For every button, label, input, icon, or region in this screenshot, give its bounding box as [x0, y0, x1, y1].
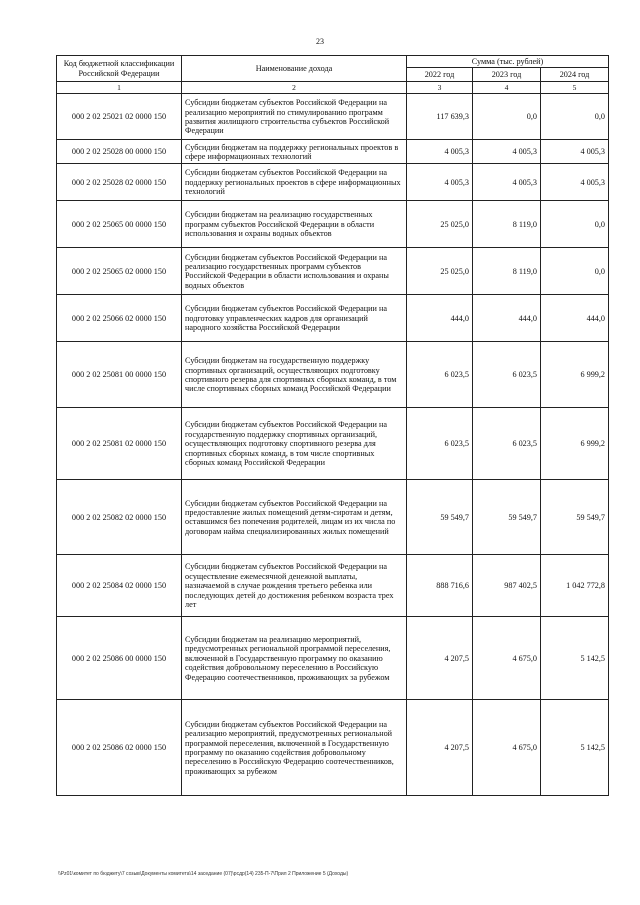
table-row: [57, 94, 609, 140]
amount-2023: 4 005,3: [473, 164, 541, 201]
budget-code: 000 2 02 25081 00 0000 150: [57, 342, 182, 408]
amount-2023: 8 119,0: [473, 201, 541, 248]
amount-2023: 0,0: [473, 94, 541, 140]
amount-2023: 987 402,5: [473, 555, 541, 617]
header-year-2024: 2024 год: [541, 68, 609, 82]
revenue-name: Субсидии бюджетам субъектов Российской Федерации на реализацию мероприятий по стимулированию программ развития жилищного строительства субъектов Российской Федерации: [182, 94, 407, 140]
amount-2024: 4 005,3: [541, 164, 609, 201]
revenue-name: Субсидии бюджетам субъектов Российской Федерации на подготовку управленческих кадров для организаций народного хозяйства Российской Федерации: [182, 295, 407, 342]
header-year-2022: 2022 год: [407, 68, 473, 82]
header-year-2023: 2023 год: [473, 68, 541, 82]
revenue-name: Субсидии бюджетам субъектов Российской Федерации на реализацию мероприятий, предусмотренных региональной программой переселения, включенной в Государственную программу по оказанию содействия добровольному переселению в Российскую Федерацию соотечественников, проживающих за рубежом: [182, 700, 407, 796]
page-number: 23: [316, 37, 324, 46]
amount-2022: 6 023,5: [407, 342, 473, 408]
amount-2023: 444,0: [473, 295, 541, 342]
amount-2022: 4 207,5: [407, 700, 473, 796]
amount-2023: 4 675,0: [473, 700, 541, 796]
amount-2022: 117 639,3: [407, 94, 473, 140]
amount-2024: 59 549,7: [541, 480, 609, 555]
table-row: [57, 248, 609, 295]
budget-code: 000 2 02 25028 00 0000 150: [57, 140, 182, 164]
table-row: [57, 164, 609, 201]
document-footer-path: \\Pz01\комитет по бюджету\7 созыв\Документы комитета\14 заседание (07)\рсдр(14) 235-П-7\Прил 2 Приложение 5 (Доходы): [58, 871, 349, 877]
budget-code: 000 2 02 25021 02 0000 150: [57, 94, 182, 140]
amount-2023: 8 119,0: [473, 248, 541, 295]
revenue-name: Субсидии бюджетам субъектов Российской Федерации на государственную поддержку спортивных организаций, осуществляющих подготовку спортивного резерва для спортивных сборных команд, в том числе спортивных сборных команд Российской Федерации: [182, 408, 407, 480]
column-index: 4: [473, 82, 541, 94]
budget-code: 000 2 02 25084 02 0000 150: [57, 555, 182, 617]
revenue-name: Субсидии бюджетам на государственную поддержку спортивных организаций, осуществляющих подготовку спортивного резерва для спортивных сборных команд, в том числе спортивных сборных команд Российской Федерации: [182, 342, 407, 408]
table-row: [57, 700, 609, 796]
header-sum: Сумма (тыс. рублей): [407, 56, 609, 68]
budget-code: 000 2 02 25028 02 0000 150: [57, 164, 182, 201]
amount-2024: 5 142,5: [541, 700, 609, 796]
revenue-table: [56, 55, 609, 796]
header-code: Код бюджетной классификации Российской Федерации: [57, 56, 182, 82]
revenue-name: Субсидии бюджетам субъектов Российской Федерации на реализацию государственных программ субъектов Российской Федерации в области использования и охраны водных объектов: [182, 248, 407, 295]
budget-code: 000 2 02 25082 02 0000 150: [57, 480, 182, 555]
column-index: 3: [407, 82, 473, 94]
amount-2024: 5 142,5: [541, 617, 609, 700]
revenue-name: Субсидии бюджетам субъектов Российской Федерации на осуществление ежемесячной денежной выплаты, назначаемой в случае рождения третьего ребенка или последующих детей до достижения ребенком возраста трех лет: [182, 555, 407, 617]
amount-2022: 6 023,5: [407, 408, 473, 480]
column-index: 2: [182, 82, 407, 94]
table-row: [57, 480, 609, 555]
budget-code: 000 2 02 25066 02 0000 150: [57, 295, 182, 342]
amount-2023: 4 005,3: [473, 140, 541, 164]
amount-2022: 4 005,3: [407, 164, 473, 201]
column-index: 1: [57, 82, 182, 94]
budget-code: 000 2 02 25065 00 0000 150: [57, 201, 182, 248]
budget-code: 000 2 02 25065 02 0000 150: [57, 248, 182, 295]
amount-2024: 4 005,3: [541, 140, 609, 164]
amount-2023: 4 675,0: [473, 617, 541, 700]
revenue-name: Субсидии бюджетам субъектов Российской Федерации на предоставление жилых помещений детям-сиротам и детям, оставшимся без попечения родителей, лицам из их числа по договорам найма специализированных жилых помещений: [182, 480, 407, 555]
table-row: [57, 295, 609, 342]
table-row: [57, 408, 609, 480]
table-row: [57, 617, 609, 700]
table-row: [57, 140, 609, 164]
amount-2022: 888 716,6: [407, 555, 473, 617]
table-row: [57, 555, 609, 617]
amount-2024: 444,0: [541, 295, 609, 342]
amount-2024: 1 042 772,8: [541, 555, 609, 617]
amount-2022: 4 207,5: [407, 617, 473, 700]
amount-2022: 25 025,0: [407, 248, 473, 295]
revenue-name: Субсидии бюджетам субъектов Российской Федерации на поддержку региональных проектов в сфере информационных технологий: [182, 164, 407, 201]
header-name: Наименование дохода: [182, 56, 407, 82]
amount-2024: 0,0: [541, 201, 609, 248]
amount-2023: 6 023,5: [473, 408, 541, 480]
budget-code: 000 2 02 25086 00 0000 150: [57, 617, 182, 700]
revenue-name: Субсидии бюджетам на поддержку региональных проектов в сфере информационных технологий: [182, 140, 407, 164]
column-index: 5: [541, 82, 609, 94]
amount-2022: 25 025,0: [407, 201, 473, 248]
budget-code: 000 2 02 25086 02 0000 150: [57, 700, 182, 796]
amount-2023: 59 549,7: [473, 480, 541, 555]
amount-2023: 6 023,5: [473, 342, 541, 408]
budget-code: 000 2 02 25081 02 0000 150: [57, 408, 182, 480]
revenue-name: Субсидии бюджетам на реализацию государственных программ субъектов Российской Федерации в области использования и охраны водных объектов: [182, 201, 407, 248]
table-row: [57, 201, 609, 248]
table-row: [57, 342, 609, 408]
amount-2022: 4 005,3: [407, 140, 473, 164]
amount-2024: 6 999,2: [541, 342, 609, 408]
amount-2024: 6 999,2: [541, 408, 609, 480]
revenue-name: Субсидии бюджетам на реализацию мероприятий, предусмотренных региональной программой переселения, включенной в Государственную программу по оказанию содействия добровольному переселению в Российскую Федерацию соотечественников, проживающих за рубежом: [182, 617, 407, 700]
amount-2022: 59 549,7: [407, 480, 473, 555]
amount-2024: 0,0: [541, 94, 609, 140]
amount-2022: 444,0: [407, 295, 473, 342]
amount-2024: 0,0: [541, 248, 609, 295]
